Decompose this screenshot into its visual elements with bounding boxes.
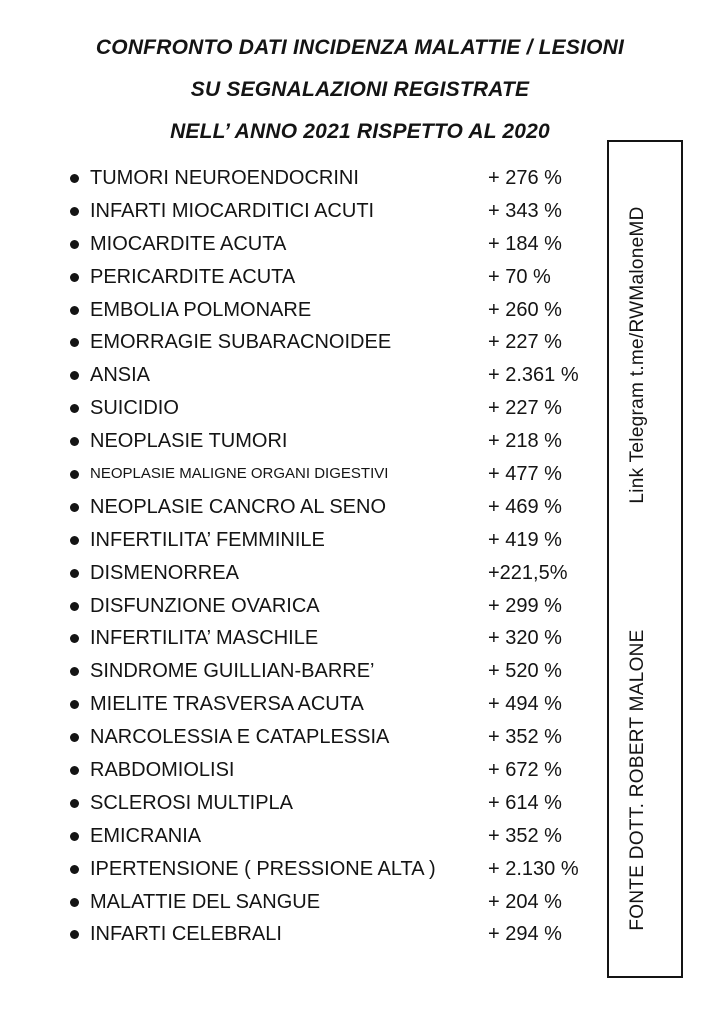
list-item [0,886,600,919]
header-line-3: NELL’ ANNO 2021 RISPETTO AL 2020 [170,120,550,143]
list-item [0,853,600,886]
list-item [0,820,600,853]
list-item [0,491,600,524]
bullet-icon [70,634,79,643]
item-label: EMICRANIA [90,824,202,847]
item-value: + 320 % [488,627,562,650]
item-value: + 494 % [488,693,562,716]
list-item [0,162,600,195]
list-item [0,294,600,327]
item-label: MIELITE TRASVERSA ACUTA [90,693,364,716]
item-label: NEOPLASIE TUMORI [90,430,288,453]
bullet-icon [70,832,79,841]
item-value: + 218 % [488,430,562,453]
item-label: INFARTI CELEBRALI [90,923,282,946]
bullet-icon [70,174,79,183]
item-value: + 477 % [488,463,562,486]
item-label: EMBOLIA POLMONARE [90,298,312,321]
item-value: + 204 % [488,890,562,913]
item-label: EMORRAGIE SUBARACNOIDEE [90,331,392,354]
item-value: + 184 % [488,232,562,255]
bullet-icon [70,667,79,676]
item-value: + 520 % [488,660,562,683]
list-item [0,326,600,359]
item-label: IPERTENSIONE ( PRESSIONE ALTA ) [90,857,436,880]
item-label: SCLEROSI MULTIPLA [90,791,294,814]
item-label: MIOCARDITE ACUTA [90,232,287,255]
list-item [0,524,600,557]
item-value: + 343 % [488,199,562,222]
item-value: + 469 % [488,495,562,518]
item-label: INFERTILITA’ MASCHILE [90,627,319,650]
item-value: + 294 % [488,923,562,946]
item-label: INFERTILITA’ FEMMINILE [90,528,325,551]
item-label: RABDOMIOLISI [90,759,235,782]
header-line-1: CONFRONTO DATI INCIDENZA MALATTIE / LESIONI [95,36,625,59]
bullet-icon [70,207,79,216]
list-item [0,261,600,294]
item-value: +221,5% [488,561,568,584]
item-label: NARCOLESSIA E CATAPLESSIA [90,726,390,749]
item-label: DISFUNZIONE OVARICA [90,594,320,617]
list-item [0,392,600,425]
bullet-icon [70,865,79,874]
item-value: + 260 % [488,298,562,321]
bullet-icon [70,470,79,479]
disease-list [0,162,600,951]
list-item [0,359,600,392]
list-item [0,918,600,951]
item-value: + 299 % [488,594,562,617]
item-value: + 276 % [488,167,562,189]
item-label: DISMENORREA [90,561,239,584]
item-label: PERICARDITE ACUTA [90,265,296,288]
item-value: + 2.361 % [488,364,579,387]
bullet-icon [70,602,79,611]
bullet-icon [70,569,79,578]
telegram-link[interactable]: Link Telegram t.me/RWMaloneMD [627,206,648,504]
bullet-icon [70,404,79,413]
header-line-2: SU SEGNALAZIONI REGISTRATE [190,78,530,101]
bullet-icon [70,240,79,249]
item-value: + 352 % [488,824,562,847]
list-item [0,688,600,721]
bullet-icon [70,273,79,282]
list-item [0,195,600,228]
list-item [0,655,600,688]
item-label: ANSIA [90,364,151,387]
item-label: TUMORI NEUROENDOCRINI [90,167,359,189]
list-item [0,787,600,820]
item-value: + 227 % [488,397,562,420]
bullet-icon [70,799,79,808]
list-item [0,458,600,491]
bullet-icon [70,371,79,380]
list-item [0,721,600,754]
bullet-icon [70,898,79,907]
item-value: + 352 % [488,726,562,749]
list-item [0,228,600,261]
item-label: NEOPLASIE MALIGNE ORGANI DIGESTIVI [90,465,389,483]
item-label: INFARTI MIOCARDITICI ACUTI [90,199,375,222]
bullet-icon [70,338,79,347]
item-value: + 672 % [488,759,562,782]
bullet-icon [70,437,79,446]
bullet-icon [70,536,79,545]
bullet-icon [70,503,79,512]
item-value: + 419 % [488,528,562,551]
list-item [0,590,600,623]
bullet-icon [70,766,79,775]
bullet-icon [70,700,79,709]
bullet-icon [70,306,79,315]
bullet-icon [70,930,79,939]
source-credit: FONTE DOTT. ROBERT MALONE [627,629,648,931]
list-item [0,425,600,458]
item-value: + 227 % [488,331,562,354]
item-value: + 2.130 % [488,857,579,880]
list-item [0,557,600,590]
list-item [0,622,600,655]
item-label: MALATTIE DEL SANGUE [90,890,321,913]
list-item [0,754,600,787]
item-label: NEOPLASIE CANCRO AL SENO [90,495,387,518]
item-value: + 70 % [488,265,551,288]
item-label: SINDROME GUILLIAN-BARRE’ [90,660,375,683]
bullet-icon [70,733,79,742]
item-value: + 614 % [488,791,562,814]
item-label: SUICIDIO [90,397,179,420]
